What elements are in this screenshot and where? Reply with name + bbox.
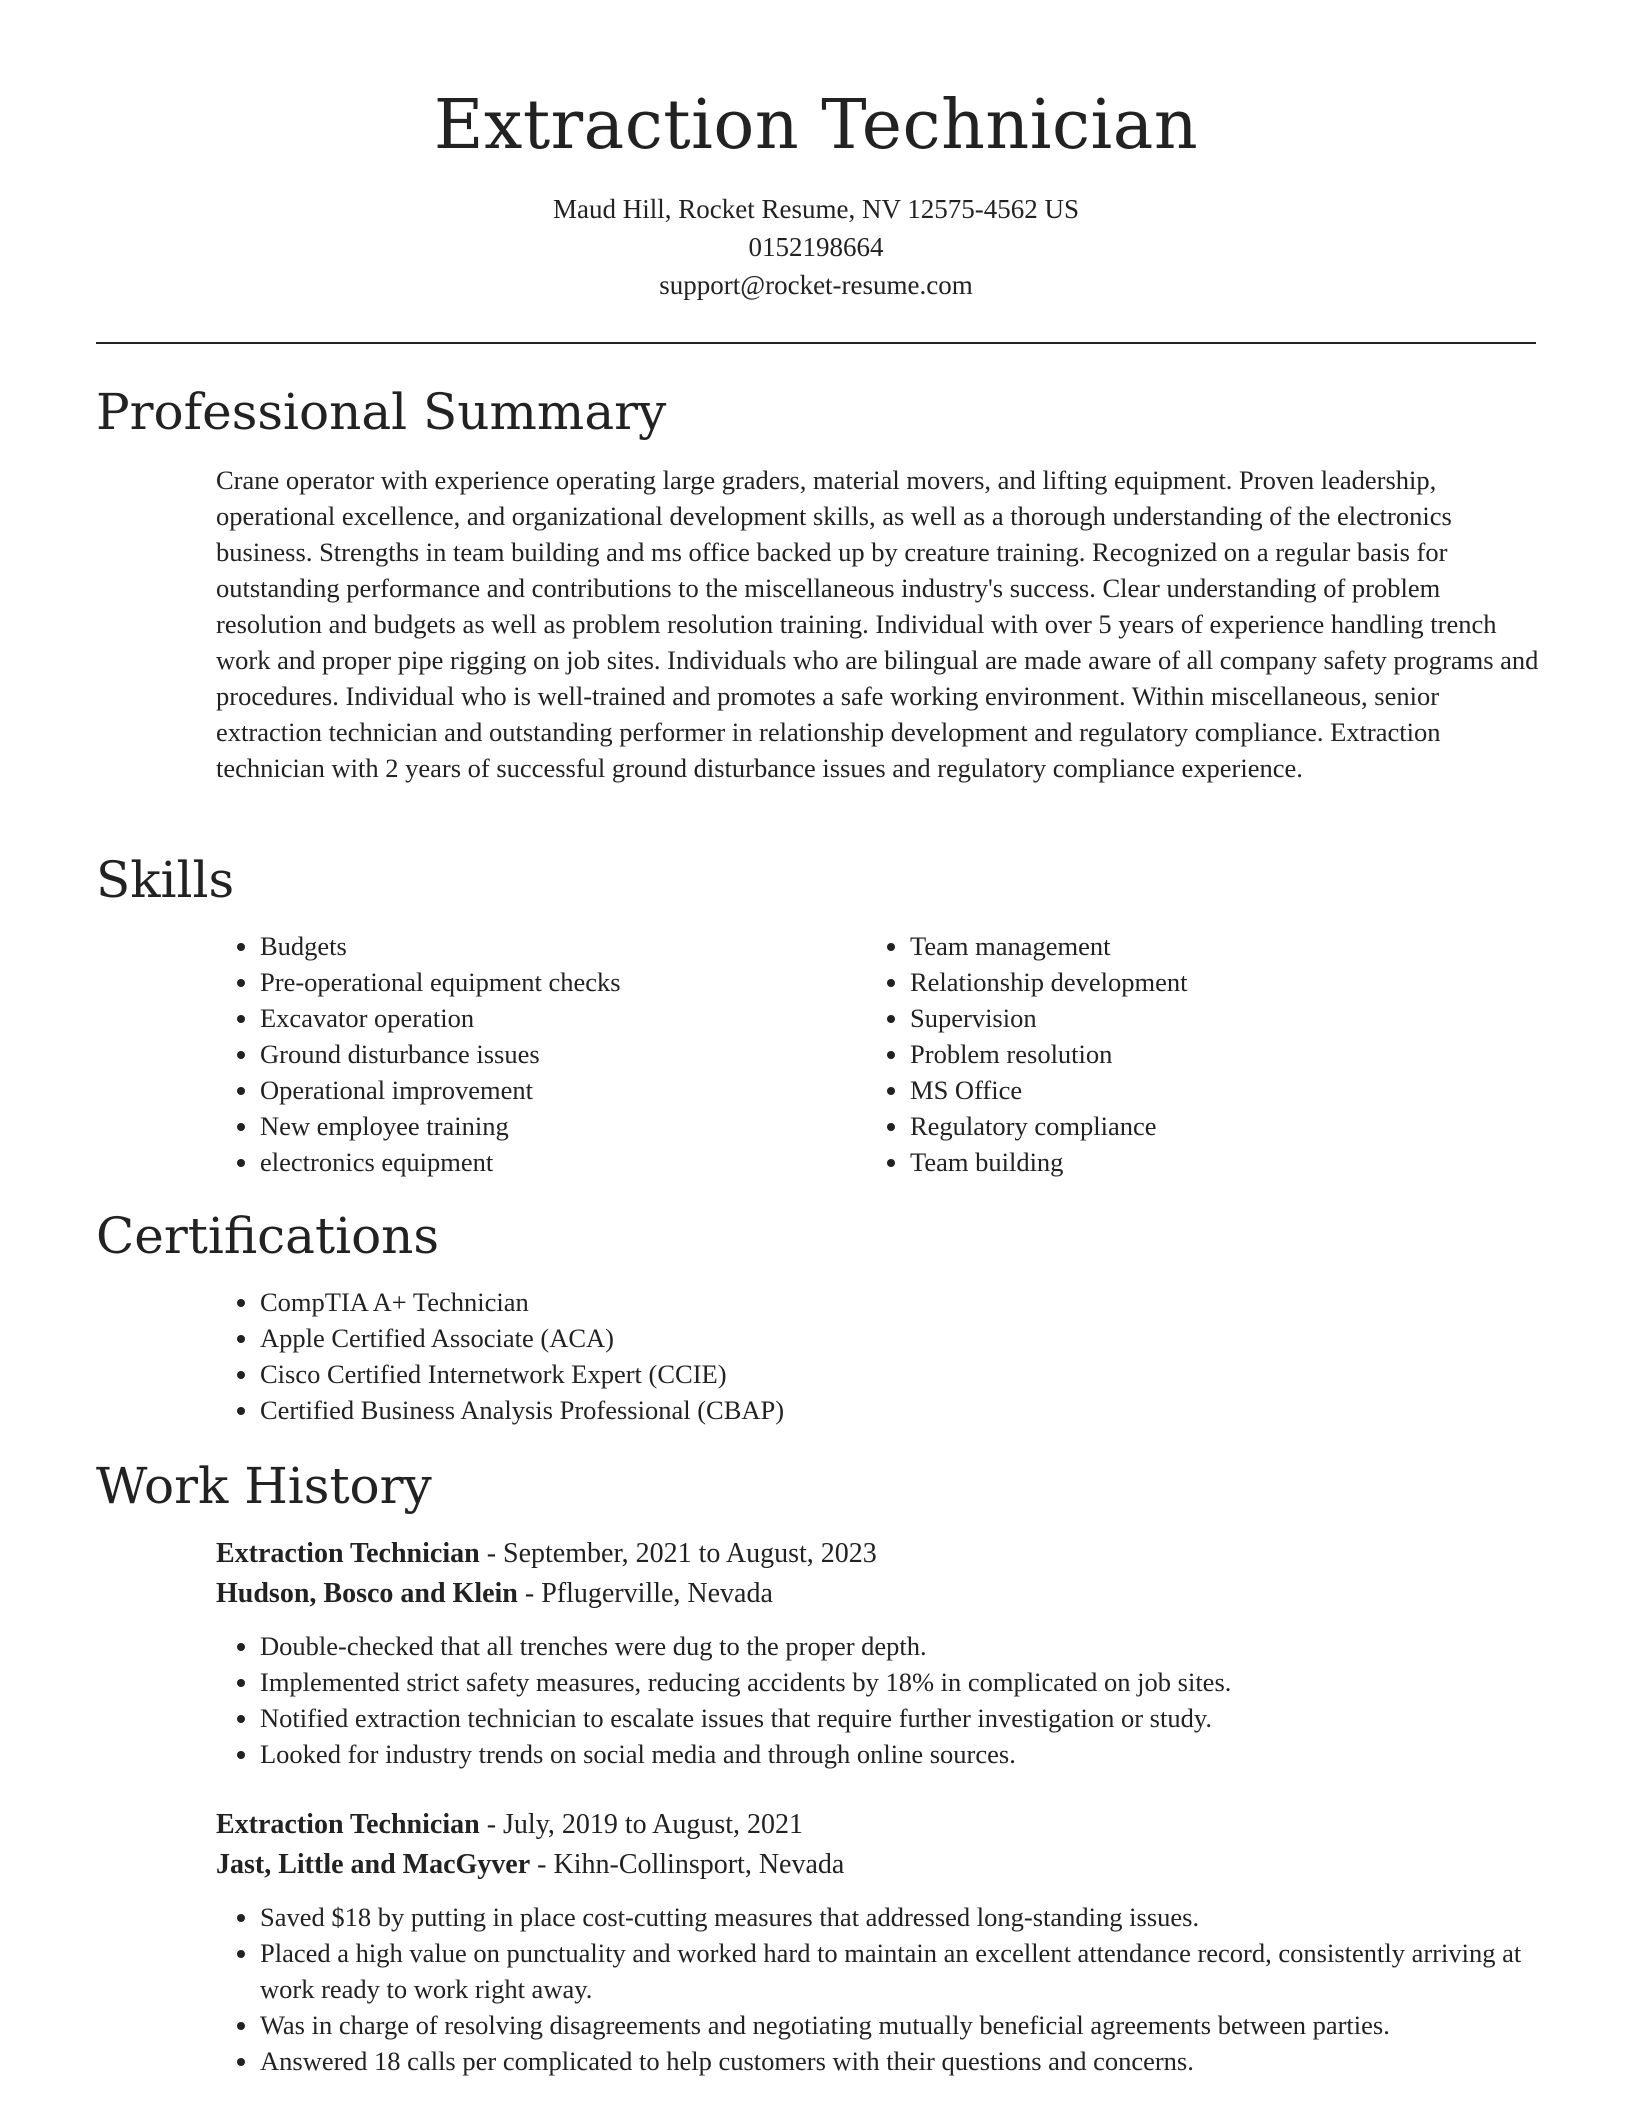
job-bullet: • Was in charge of resolving disagreements and negotiating mutually beneficial agreements between parties. bbox=[260, 2007, 1541, 2043]
skill-item: • Problem resolution bbox=[910, 1036, 1530, 1072]
job-bullets bbox=[216, 1899, 1541, 2079]
skill-item: • Operational improvement bbox=[260, 1072, 880, 1108]
separator: - bbox=[479, 1809, 504, 1840]
page-title: Extraction Technician bbox=[433, 86, 1199, 165]
job-company: Jast, Little and MacGyver bbox=[216, 1849, 531, 1880]
skill-item: • Regulatory compliance bbox=[910, 1108, 1530, 1144]
certification-item: • CompTIA A+ Technician bbox=[260, 1284, 1460, 1320]
certifications-list bbox=[216, 1284, 1460, 1428]
summary-text: Crane operator with experience operating large graders, material movers, and lifting equipment. Proven leadership, operational excellence, and organizational development skills, as well as a thorough understanding of the electronics business. Strengths in team building and ms office backed up by creature training. Recognized on a regular basis for outstanding performance and contributions to the miscellaneous industry's success. Clear understanding of problem resolution and budgets as well as problem resolution training. Individual with over 5 years of experience handling trench work and proper pipe rigging on job sites. Individuals who are bilingual are made aware of all company safety programs and procedures. Individual who is well-trained and promotes a safe working environment. Within miscellaneous, senior extraction technician and outstanding performer in relationship development and regulatory compliance. Extraction technician with 2 years of successful ground disturbance issues and regulatory compliance experience. bbox=[216, 465, 1539, 783]
skills-list-left bbox=[216, 928, 880, 1180]
job-bullet: • Implemented strict safety measures, reducing accidents by 18% in complicated on job sites. bbox=[260, 1664, 1541, 1700]
job-location: Kihn-Collinsport, Nevada bbox=[553, 1849, 845, 1880]
skill-item: • Excavator operation bbox=[260, 1000, 880, 1036]
skill-item: • Supervision bbox=[910, 1000, 1530, 1036]
contact-phone: 0152198664 bbox=[748, 232, 884, 262]
skill-item: • New employee training bbox=[260, 1108, 880, 1144]
skills-list-right bbox=[866, 928, 1530, 1180]
contact-address: Maud Hill, Rocket Resume, NV 12575-4562 US bbox=[553, 194, 1079, 224]
job-bullet: • Saved $18 by putting in place cost-cutting measures that addressed long-standing issues. bbox=[260, 1899, 1541, 1935]
separator: - bbox=[517, 1578, 542, 1609]
certification-item: • Apple Certified Associate (ACA) bbox=[260, 1320, 1460, 1356]
job-title-line bbox=[216, 1805, 1541, 1845]
job-entry bbox=[216, 1805, 1541, 2079]
job-entry bbox=[216, 1534, 1541, 1772]
job-dates: September, 2021 to August, 2023 bbox=[503, 1538, 877, 1569]
job-title: Extraction Technician bbox=[216, 1809, 480, 1840]
job-bullet: • Placed a high value on punctuality and worked hard to maintain an excellent attendance record, consistently arriving at work ready to work right away. bbox=[260, 1935, 1541, 2007]
separator: - bbox=[530, 1849, 554, 1880]
job-bullet: • Double-checked that all trenches were dug to the proper depth. bbox=[260, 1628, 1541, 1664]
skill-item: • Team building bbox=[910, 1144, 1530, 1180]
job-company-line bbox=[216, 1845, 1541, 1885]
contact-info bbox=[0, 190, 1632, 304]
job-bullet: • Looked for industry trends on social media and through online sources. bbox=[260, 1736, 1541, 1772]
certification-item: • Certified Business Analysis Professional (CBAP) bbox=[260, 1392, 1460, 1428]
skill-item: • Budgets bbox=[260, 928, 880, 964]
job-bullet: • Answered 18 calls per complicated to help customers with their questions and concerns. bbox=[260, 2043, 1541, 2079]
header-divider bbox=[96, 342, 1536, 344]
skill-item: • MS Office bbox=[910, 1072, 1530, 1108]
job-title-line bbox=[216, 1534, 1541, 1574]
skill-item: • Ground disturbance issues bbox=[260, 1036, 880, 1072]
certifications-heading: Certifications bbox=[96, 1207, 440, 1265]
job-company-line bbox=[216, 1574, 1541, 1614]
work-history-heading: Work History bbox=[96, 1457, 432, 1515]
skill-item: • Relationship development bbox=[910, 964, 1530, 1000]
skill-item: • Team management bbox=[910, 928, 1530, 964]
summary-heading: Professional Summary bbox=[96, 383, 667, 441]
certification-item: • Cisco Certified Internetwork Expert (CCIE) bbox=[260, 1356, 1460, 1392]
job-dates: July, 2019 to August, 2021 bbox=[503, 1809, 804, 1840]
job-bullets bbox=[216, 1628, 1541, 1772]
job-company: Hudson, Bosco and Klein bbox=[216, 1578, 518, 1609]
contact-email: support@rocket-resume.com bbox=[659, 270, 973, 300]
job-location: Pflugerville, Nevada bbox=[541, 1578, 773, 1609]
skills-heading: Skills bbox=[96, 851, 235, 909]
job-bullet: • Notified extraction technician to escalate issues that require further investigation or study. bbox=[260, 1700, 1541, 1736]
separator: - bbox=[479, 1538, 504, 1569]
job-title: Extraction Technician bbox=[216, 1538, 480, 1569]
skill-item: • electronics equipment bbox=[260, 1144, 880, 1180]
resume-header bbox=[0, 0, 1632, 304]
skill-item: • Pre-operational equipment checks bbox=[260, 964, 880, 1000]
